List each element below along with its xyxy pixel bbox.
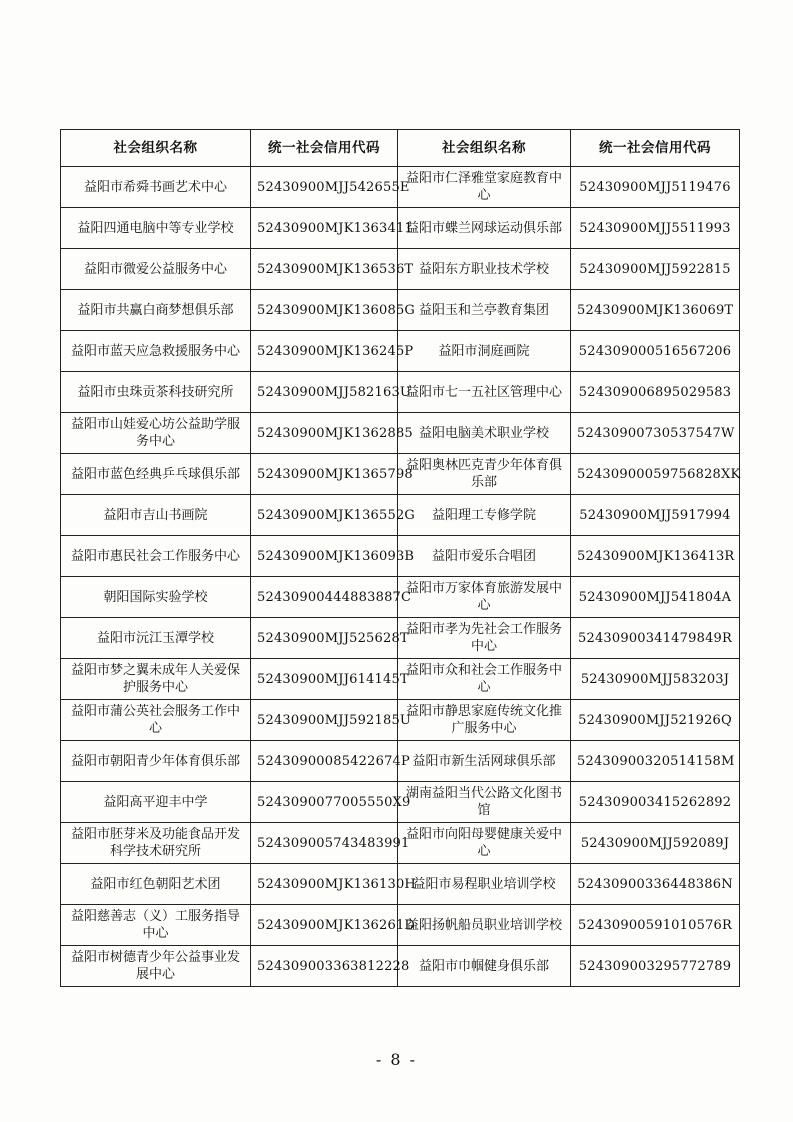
org-name: 益阳市微爱公益服务中心 — [61, 249, 251, 290]
org-name: 益阳市蓝天应急救援服务中心 — [61, 331, 251, 372]
credit-code: 52430900MJJ5922815 — [571, 249, 740, 290]
credit-code: 52430900MJJ592089J — [571, 823, 740, 864]
org-name: 益阳四通电脑中等专业学校 — [61, 208, 251, 249]
credit-code: 524309003415262892 — [571, 782, 740, 823]
header-credit-code-right: 统一社会信用代码 — [571, 130, 740, 167]
org-name: 益阳市孝为先社会工作服务中心 — [398, 618, 571, 659]
credit-code: 52430900MJK136069T — [571, 290, 740, 331]
credit-code: 524309006895029583 — [571, 372, 740, 413]
table-header-row — [61, 130, 740, 167]
credit-code: 52430900MJJ583203J — [571, 659, 740, 700]
credit-code: 52430900MJJ592185U — [251, 700, 398, 741]
org-name: 益阳慈善志（义）工服务指导中心 — [61, 905, 251, 946]
org-name: 益阳扬帆船员职业培训学校 — [398, 905, 571, 946]
org-name: 益阳市七一五社区管理中心 — [398, 372, 571, 413]
table-row — [61, 618, 740, 659]
org-name: 益阳东方职业技术学校 — [398, 249, 571, 290]
org-name: 益阳市吉山书画院 — [61, 495, 251, 536]
table-row — [61, 577, 740, 618]
credit-code: 52430900MJK136261D — [251, 905, 398, 946]
org-name: 益阳市胚芽米及功能食品开发科学技术研究所 — [61, 823, 251, 864]
credit-code: 52430900MJJ521926Q — [571, 700, 740, 741]
table-row — [61, 536, 740, 577]
org-name: 益阳奥林匹克青少年体育俱乐部 — [398, 454, 571, 495]
credit-code: 52430900444883887C — [251, 577, 398, 618]
credit-code: 52430900341479849R — [571, 618, 740, 659]
credit-code: 52430900MJJ5917994 — [571, 495, 740, 536]
credit-code: 52430900MJK136093B — [251, 536, 398, 577]
table-row — [61, 823, 740, 864]
credit-code: 52430900MJK136085G — [251, 290, 398, 331]
table-row — [61, 454, 740, 495]
org-name: 益阳市蓝色经典乒乓球俱乐部 — [61, 454, 251, 495]
org-name: 益阳市共赢白商梦想俱乐部 — [61, 290, 251, 331]
credit-code: 52430900730537547W — [571, 413, 740, 454]
table-row — [61, 782, 740, 823]
table-row — [61, 659, 740, 700]
credit-code: 52430900MJJ541804A — [571, 577, 740, 618]
org-name: 益阳市仁泽雅堂家庭教育中心 — [398, 167, 571, 208]
organization-table — [60, 129, 740, 987]
table-row — [61, 864, 740, 905]
table-row — [61, 249, 740, 290]
page-number: - 8 - — [375, 1050, 418, 1069]
credit-code: 52430900MJJ5511993 — [571, 208, 740, 249]
table-row — [61, 372, 740, 413]
table-row — [61, 208, 740, 249]
credit-code: 524309000516567206 — [571, 331, 740, 372]
org-name: 益阳市梦之翼未成年人关爱保护服务中心 — [61, 659, 251, 700]
credit-code: 52430900MJJ582163U — [251, 372, 398, 413]
org-name: 湖南益阳当代公路文化图书馆 — [398, 782, 571, 823]
org-name: 益阳市惠民社会工作服务中心 — [61, 536, 251, 577]
credit-code: 524309003363812228 — [251, 946, 398, 987]
table-row — [61, 331, 740, 372]
credit-code: 52430900MJK1363411 — [251, 208, 398, 249]
org-name: 益阳高平迎丰中学 — [61, 782, 251, 823]
org-name: 益阳市静思家庭传统文化推广服务中心 — [398, 700, 571, 741]
org-name: 益阳市向阳母婴健康关爱中心 — [398, 823, 571, 864]
credit-code: 52430900320514158M — [571, 741, 740, 782]
credit-code: 52430900MJK136536T — [251, 249, 398, 290]
table-row — [61, 495, 740, 536]
credit-code: 52430900336448386N — [571, 864, 740, 905]
credit-code: 524309003295772789 — [571, 946, 740, 987]
credit-code: 52430900591010576R — [571, 905, 740, 946]
table-row — [61, 413, 740, 454]
credit-code: 52430900MJJ614145T — [251, 659, 398, 700]
org-name: 益阳市树德青少年公益事业发展中心 — [61, 946, 251, 987]
org-name: 益阳理工专修学院 — [398, 495, 571, 536]
table-row — [61, 905, 740, 946]
header-org-name-right: 社会组织名称 — [398, 130, 571, 167]
org-name: 益阳市蒲公英社会服务工作中心 — [61, 700, 251, 741]
org-name: 益阳市爱乐合唱团 — [398, 536, 571, 577]
org-name: 益阳市沅江玉潭学校 — [61, 618, 251, 659]
header-org-name-left: 社会组织名称 — [61, 130, 251, 167]
org-name: 益阳市蝶兰网球运动俱乐部 — [398, 208, 571, 249]
org-name: 益阳市希舜书画艺术中心 — [61, 167, 251, 208]
table-row — [61, 741, 740, 782]
table-row — [61, 946, 740, 987]
org-name: 朝阳国际实验学校 — [61, 577, 251, 618]
credit-code: 52430900MJJ5119476 — [571, 167, 740, 208]
credit-code: 52430900085422674P — [251, 741, 398, 782]
credit-code: 52430900MJK136413R — [571, 536, 740, 577]
org-name: 益阳市新生活网球俱乐部 — [398, 741, 571, 782]
credit-code: 5243090077005550X9 — [251, 782, 398, 823]
table-row — [61, 167, 740, 208]
org-name: 益阳市巾帼健身俱乐部 — [398, 946, 571, 987]
credit-code: 52430900MJK136245P — [251, 331, 398, 372]
org-name: 益阳市朝阳青少年体育俱乐部 — [61, 741, 251, 782]
credit-code: 52430900MJJ525628T — [251, 618, 398, 659]
org-name: 益阳市洞庭画院 — [398, 331, 571, 372]
credit-code: 52430900MJJ542655E — [251, 167, 398, 208]
header-credit-code-left: 统一社会信用代码 — [251, 130, 398, 167]
credit-code: 52430900MJK136552G — [251, 495, 398, 536]
org-name: 益阳电脑美术职业学校 — [398, 413, 571, 454]
org-name: 益阳玉和兰亭教育集团 — [398, 290, 571, 331]
table-row — [61, 700, 740, 741]
org-name: 益阳市虫珠贡茶科技研究所 — [61, 372, 251, 413]
org-name: 益阳市山娃爱心坊公益助学服务中心 — [61, 413, 251, 454]
org-name: 益阳市易程职业培训学校 — [398, 864, 571, 905]
credit-code: 52430900MJK1362885 — [251, 413, 398, 454]
credit-code: 52430900059756828XK — [571, 454, 740, 495]
credit-code: 52430900MJK136130H — [251, 864, 398, 905]
org-name: 益阳市众和社会工作服务中心 — [398, 659, 571, 700]
credit-code: 524309005743483991 — [251, 823, 398, 864]
org-name: 益阳市万家体育旅游发展中心 — [398, 577, 571, 618]
credit-code: 52430900MJK1365798 — [251, 454, 398, 495]
org-name: 益阳市红色朝阳艺术团 — [61, 864, 251, 905]
table-row — [61, 290, 740, 331]
